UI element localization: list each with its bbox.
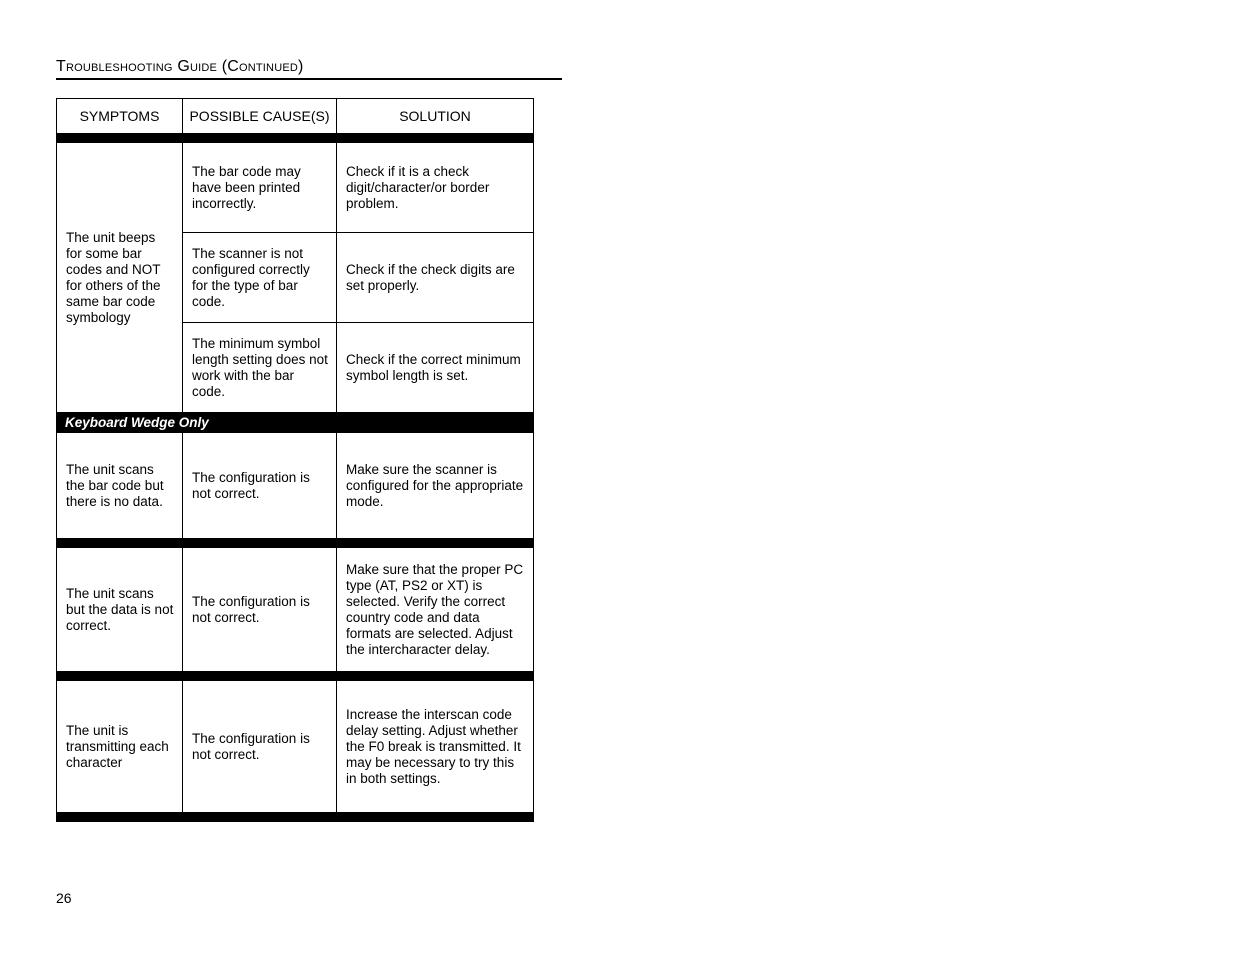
solution-cell: Check if it is a check digit/character/or border problem. — [337, 143, 534, 233]
symptom-cell: The unit beeps for some bar codes and NOT for others of the same bar code symbology — [56, 143, 183, 413]
solution-cell: Make sure the scanner is configured for the appropriate mode. — [337, 433, 534, 539]
solution-cell: Increase the interscan code delay setting. Adjust whether the F0 break is transmitted. It may be necessary to try this in both settings. — [337, 681, 534, 813]
header-symptoms: SYMPTOMS — [56, 98, 183, 134]
solution-cell: Make sure that the proper PC type (AT, PS2 or XT) is selected. Verify the correct country code and data formats are selected. Adjust the intercharacter delay. — [337, 548, 534, 672]
symptom-cell: The unit scans but the data is not correct. — [56, 548, 183, 672]
header-solution: SOLUTION — [337, 98, 534, 134]
separator-band — [56, 672, 534, 681]
cause-cell: The minimum symbol length setting does not work with the bar code. — [183, 323, 337, 413]
cause-cell: The bar code may have been printed incorrectly. — [183, 143, 337, 233]
page-number: 26 — [56, 890, 72, 906]
solution-cell: Check if the correct minimum symbol length is set. — [337, 323, 534, 413]
symptom-cell: The unit scans the bar code but there is no data. — [56, 433, 183, 539]
symptom-cell: The unit is transmitting each character — [56, 681, 183, 813]
separator-band — [56, 134, 534, 143]
cause-cell: The scanner is not configured correctly for the type of bar code. — [183, 233, 337, 323]
cause-cell: The configuration is not correct. — [183, 548, 337, 672]
header-possible-causes: POSSIBLE CAUSE(S) — [183, 98, 337, 134]
cause-cell: The configuration is not correct. — [183, 681, 337, 813]
troubleshooting-table — [56, 98, 534, 822]
page-title: Troubleshooting Guide (Continued) — [56, 56, 562, 80]
section-label-band: Keyboard Wedge Only — [56, 413, 534, 433]
cause-cell: The configuration is not correct. — [183, 433, 337, 539]
separator-band — [56, 539, 534, 548]
separator-band — [56, 813, 534, 822]
solution-cell: Check if the check digits are set properly. — [337, 233, 534, 323]
